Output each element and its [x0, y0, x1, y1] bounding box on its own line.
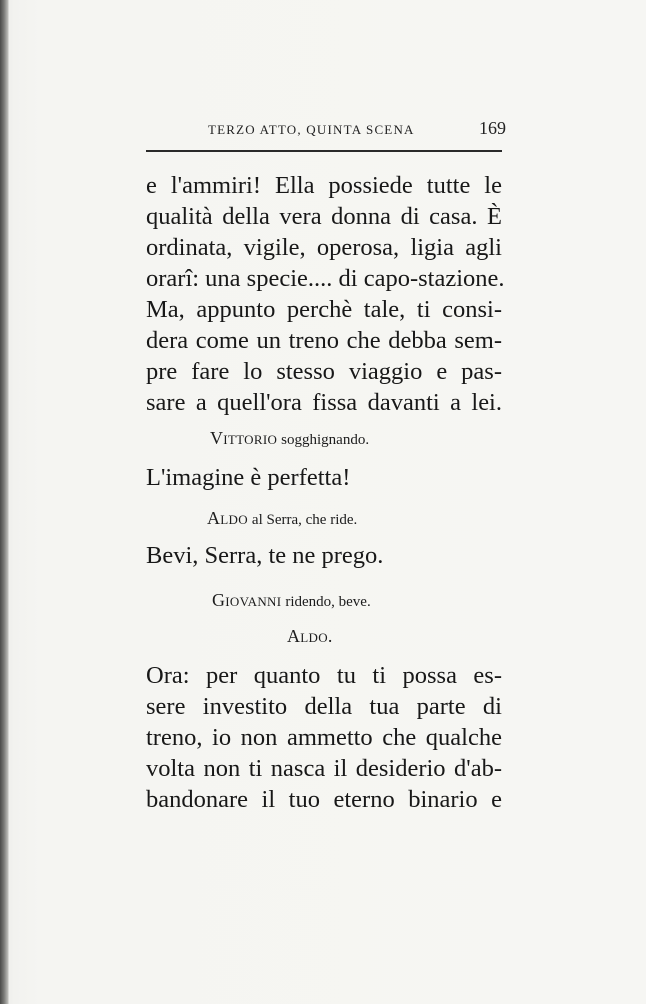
direction-text: ridendo, beve. [285, 594, 371, 610]
stage-direction-2 [207, 508, 357, 529]
speech-line-1: L'imagine è perfetta! [146, 464, 351, 491]
stage-direction-4 [287, 626, 333, 647]
passage-1 [146, 170, 505, 418]
text-line: e l'ammiri! Ella possiede tutte le [146, 172, 502, 199]
header-rule [146, 150, 502, 152]
page-spine-shadow [0, 0, 9, 1004]
text-line: orarî: una specie.... di capo-stazione. [146, 265, 505, 292]
text-line: treno, io non ammetto che qualche [146, 724, 502, 751]
speaker-name: Vittorio [210, 428, 278, 448]
text-line: bandonare il tuo eterno binario e [146, 786, 502, 813]
text-line: Ma, appunto perchè tale, ti consi- [146, 296, 502, 323]
text-line: dera come un treno che debba sem- [146, 327, 502, 354]
speaker-name: Aldo. [287, 626, 333, 646]
direction-text: al Serra, che ride. [251, 512, 358, 528]
page-header [146, 118, 506, 142]
text-line: sere investito della tua parte di [146, 693, 502, 720]
text-line: Ora: per quanto tu ti possa es- [146, 662, 502, 689]
text-line: volta non ti nasca il desiderio d'ab- [146, 755, 502, 782]
direction-text: sogghignando. [281, 432, 370, 448]
stage-direction-3 [212, 590, 371, 611]
page-number: 169 [479, 118, 506, 138]
text-line: qualità della vera donna di casa. È [146, 203, 502, 230]
speech-line-2: Bevi, Serra, te ne prego. [146, 542, 384, 569]
text-line: pre fare lo stesso viaggio e pas- [146, 358, 502, 385]
text-line: ordinata, vigile, operosa, ligia agli [146, 234, 502, 261]
text-line: sare a quell'ora fissa davanti a lei. [146, 389, 502, 416]
speaker-name: Aldo [207, 508, 248, 528]
speaker-name: Giovanni [212, 590, 282, 610]
passage-2 [146, 660, 502, 815]
stage-direction-1 [210, 428, 369, 449]
running-head: TERZO ATTO, QUINTA SCENA [208, 122, 415, 137]
